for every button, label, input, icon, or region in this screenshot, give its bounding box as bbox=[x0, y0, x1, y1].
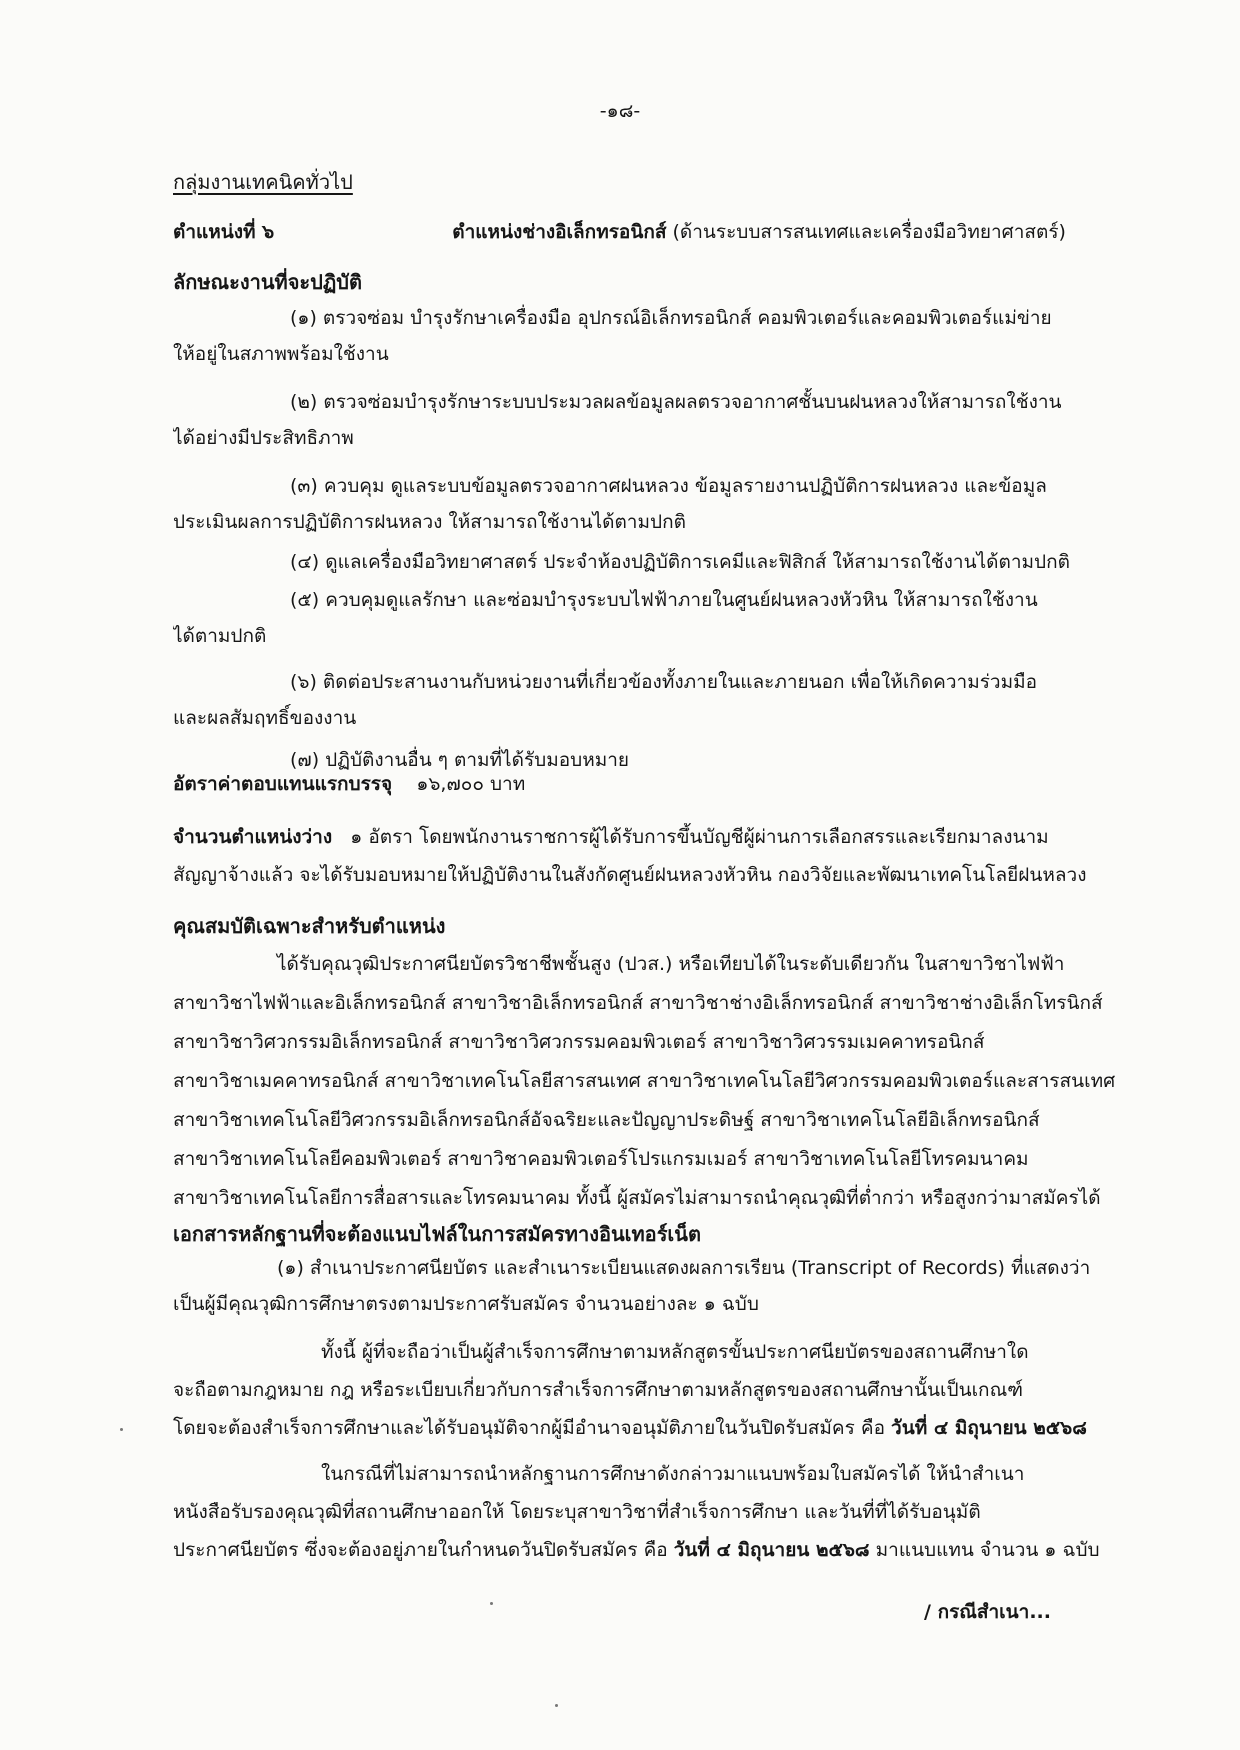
document-note-1-line-1: ทั้งนี้ ผู้ที่จะถือว่าเป็นผู้สำเร็จการศึกษาตามหลักสูตรขั้นประกาศนียบัตรของสถานศึกษาใด bbox=[321, 1341, 1029, 1363]
salary-line bbox=[173, 770, 1125, 798]
qualification-line: สาขาวิชาไฟฟ้าและอิเล็กทรอนิกส์ สาขาวิชาอิเล็กทรอนิกส์ สาขาวิชาช่างอิเล็กทรอนิกส์ สาขาวิชาช่างอิเล็กโทรนิกส์ bbox=[173, 992, 1103, 1014]
duty-line: (๗) ปฏิบัติงานอื่น ๆ ตามที่ได้รับมอบหมาย bbox=[290, 749, 630, 771]
section-group-title: กลุ่มงานเทคนิคทั่วไป bbox=[173, 170, 353, 194]
salary-value: ๑๖,๗๐๐ บาท bbox=[416, 773, 526, 795]
document-item-1-line-1: (๑) สำเนาประกาศนียบัตร และสำเนาระเบียนแสดงผลการเรียน (Transcript of Records) ที่แสดงว่า bbox=[277, 1257, 1091, 1279]
vacancy-section bbox=[173, 823, 1125, 889]
documents-section bbox=[173, 1220, 1125, 1564]
position-number: ตำแหน่งที่ ๖ bbox=[173, 221, 275, 243]
qualification-line: สาขาวิชาเทคโนโลยีคอมพิวเตอร์ สาขาวิชาคอมพิวเตอร์โปรแกรมเมอร์ สาขาวิชาเทคโนโลยีโทรคมนาคม bbox=[173, 1148, 1029, 1170]
qualifications-heading: คุณสมบัติเฉพาะสำหรับตำแหน่ง bbox=[173, 914, 446, 938]
position-title: ตำแหน่งช่างอิเล็กทรอนิกส์ (ด้านระบบสารสนเทศและเครื่องมือวิทยาศาสตร์) bbox=[452, 221, 1066, 243]
duty-line: ประเมินผลการปฏิบัติการฝนหลวง ให้สามารถใช้งานได้ตามปกติ bbox=[173, 511, 686, 533]
continuation-text: / กรณีสำเนา... bbox=[924, 1601, 1051, 1623]
salary-label: อัตราค่าตอบแทนแรกบรรจุ bbox=[173, 773, 393, 795]
duty-line: (๖) ติดต่อประสานงานกับหน่วยงานที่เกี่ยวข้องทั้งภายในและภายนอก เพื่อให้เกิดความร่วมมือ bbox=[290, 671, 1038, 693]
duty-line: และผลสัมฤทธิ์ของงาน bbox=[173, 707, 357, 729]
vacancy-label: จำนวนตำแหน่งว่าง bbox=[173, 826, 333, 848]
documents-heading: เอกสารหลักฐานที่จะต้องแนบไฟล์ในการสมัครทางอินเทอร์เน็ต bbox=[173, 1222, 701, 1246]
closing-date: วันที่ ๔ มิถุนายน ๒๕๖๘ bbox=[673, 1539, 870, 1561]
closing-date: วันที่ ๔ มิถุนายน ๒๕๖๘ bbox=[891, 1417, 1087, 1439]
position-line bbox=[173, 218, 1125, 246]
qualification-line: สาขาวิชาเมคคาทรอนิกส์ สาขาวิชาเทคโนโลยีสารสนเทศ สาขาวิชาเทคโนโลยีวิศวกรรมคอมพิวเตอร์และสารสนเทศ bbox=[173, 1070, 1116, 1092]
page-number: -๑๘- bbox=[599, 100, 641, 122]
duty-line: (๑) ตรวจซ่อม บำรุงรักษาเครื่องมือ อุปกรณ์อิเล็กทรอนิกส์ คอมพิวเตอร์และคอมพิวเตอร์แม่ข่าย bbox=[290, 307, 1052, 329]
scan-speck bbox=[120, 1428, 123, 1431]
duty-line: ให้อยู่ในสภาพพร้อมใช้งาน bbox=[173, 343, 389, 365]
document-note-2-line-3: ประกาศนียบัตร ซึ่งจะต้องอยู่ภายในกำหนดวันปิดรับสมัคร คือ วันที่ ๔ มิถุนายน ๒๕๖๘ มาแนบแทน จำนวน ๑ ฉบับ bbox=[173, 1539, 1100, 1561]
document-note-2-line-2: หนังสือรับรองคุณวุฒิที่สถานศึกษาออกให้ โดยระบุสาขาวิชาที่สำเร็จการศึกษา และวันที่ที่ได้รับอนุมัติ bbox=[173, 1501, 981, 1523]
vacancy-line-2: สัญญาจ้างแล้ว จะได้รับมอบหมายให้ปฏิบัติงานในสังกัดศูนย์ฝนหลวงหัวหิน กองวิจัยและพัฒนาเทคโนโลยีฝนหลวง bbox=[173, 864, 1087, 886]
duty-line: (๕) ควบคุมดูแลรักษา และซ่อมบำรุงระบบไฟฟ้าภายในศูนย์ฝนหลวงหัวหิน ให้สามารถใช้งาน bbox=[290, 589, 1038, 611]
duty-line: (๔) ดูแลเครื่องมือวิทยาศาสตร์ ประจำห้องปฏิบัติการเคมีและฟิสิกส์ ให้สามารถใช้งานได้ตามปกติ bbox=[290, 551, 1070, 573]
duties-heading: ลักษณะงานที่จะปฏิบัติ bbox=[173, 270, 362, 294]
document-note-2-line-1: ในกรณีที่ไม่สามารถนำหลักฐานการศึกษาดังกล่าวมาแนบพร้อมใบสมัครได้ ให้นำสำเนา bbox=[321, 1463, 1025, 1485]
document-note-1-line-2: จะถือตามกฎหมาย กฎ หรือระเบียบเกี่ยวกับการสำเร็จการศึกษาตามหลักสูตรของสถานศึกษานั้นเป็นเกณฑ์ bbox=[173, 1379, 1023, 1401]
document-note-1-line-3: โดยจะต้องสำเร็จการศึกษาและได้รับอนุมัติจากผู้มีอำนาจอนุมัติภายในวันปิดรับสมัคร คือ วันที่ ๔ มิถุนายน ๒๕๖๘ bbox=[173, 1417, 1087, 1439]
qualifications-section bbox=[173, 912, 1125, 1212]
qualification-line: สาขาวิชาเทคโนโลยีวิศวกรรมอิเล็กทรอนิกส์อัจฉริยะและปัญญาประดิษฐ์ สาขาวิชาเทคโนโลยีอิเล็กทรอนิกส์ bbox=[173, 1109, 1040, 1131]
qualification-line: สาขาวิชาเทคโนโลยีการสื่อสารและโทรคมนาคม ทั้งนี้ ผู้สมัครไม่สามารถนำคุณวุฒิที่ต่ำกว่า หรือสูงกว่ามาสมัครได้ bbox=[173, 1187, 1101, 1209]
duty-line: (๒) ตรวจซ่อมบำรุงรักษาระบบประมวลผลข้อมูลผลตรวจอากาศชั้นบนฝนหลวงให้สามารถใช้งาน bbox=[290, 391, 1062, 413]
scan-speck bbox=[490, 1602, 493, 1605]
document-item-1-line-2: เป็นผู้มีคุณวุฒิการศึกษาตรงตามประกาศรับสมัคร จำนวนอย่างละ ๑ ฉบับ bbox=[173, 1293, 759, 1315]
qualification-line: ได้รับคุณวุฒิประกาศนียบัตรวิชาชีพชั้นสูง (ปวส.) หรือเทียบได้ในระดับเดียวกัน ในสาขาวิชาไฟฟ้า bbox=[277, 953, 1065, 975]
duty-line: ได้อย่างมีประสิทธิภาพ bbox=[173, 427, 354, 449]
duty-line: ได้ตามปกติ bbox=[173, 625, 267, 647]
duties-section bbox=[173, 268, 1125, 774]
duty-line: (๓) ควบคุม ดูแลระบบข้อมูลตรวจอากาศฝนหลวง ข้อมูลรายงานปฏิบัติการฝนหลวง และข้อมูล bbox=[290, 475, 1047, 497]
qualification-line: สาขาวิชาวิศวกรรมอิเล็กทรอนิกส์ สาขาวิชาวิศวกรรมคอมพิวเตอร์ สาขาวิชาวิศวรรมเมคคาทรอนิกส์ bbox=[173, 1031, 985, 1053]
scan-speck bbox=[555, 1704, 558, 1707]
vacancy-detail: ๑ อัตรา โดยพนักงานราชการผู้ได้รับการขึ้นบัญชีผู้ผ่านการเลือกสรรและเรียกมาลงนาม bbox=[350, 826, 1049, 848]
